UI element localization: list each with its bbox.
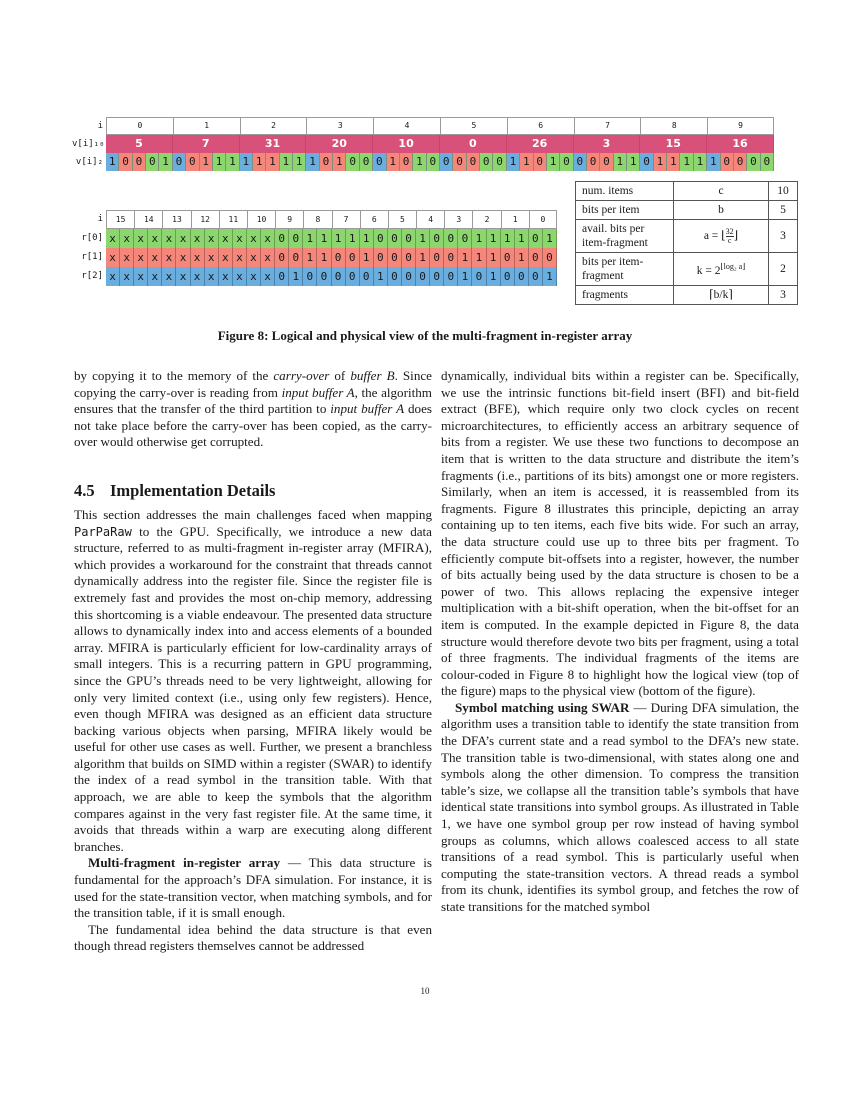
- param-name: fragments: [576, 286, 674, 305]
- text-run: by copying it to the memory of the: [74, 368, 274, 383]
- register-bit-cell: x: [261, 248, 275, 267]
- register-bit-cell: 0: [444, 248, 458, 267]
- binary-row-label: v[i]₂: [75, 157, 103, 167]
- register-bit-cell: x: [148, 229, 162, 248]
- bit-cell: 1: [614, 153, 627, 171]
- register-index-cell: 3: [444, 210, 472, 229]
- register-bit-cell: 0: [346, 267, 360, 286]
- param-name: avail. bits per item-fragment: [576, 220, 674, 253]
- register-bit-cell: 1: [487, 229, 501, 248]
- register-bit-cell: 0: [275, 267, 289, 286]
- index-row-label: i: [97, 121, 103, 131]
- fraction-numerator: 32: [725, 226, 734, 236]
- register-bit-cell: x: [106, 248, 120, 267]
- register-bit-cell: 1: [515, 229, 529, 248]
- bit-cell: 1: [253, 153, 266, 171]
- bit-cell: 1: [680, 153, 693, 171]
- register-index-label: i: [97, 214, 103, 224]
- bit-cell: 1: [293, 153, 306, 171]
- fraction-denominator: c: [727, 235, 732, 245]
- param-symbol: [674, 253, 769, 286]
- item-value-cell: 0: [440, 135, 507, 153]
- item-value-cell: 7: [173, 135, 240, 153]
- register-bit-cell: x: [205, 229, 219, 248]
- register-bit-cell: x: [148, 267, 162, 286]
- register-row: [72, 229, 557, 248]
- figure-caption: Figure 8: Logical and physical view of the multi-fragment in-register array: [217, 328, 633, 343]
- register-bit-cell: x: [134, 248, 148, 267]
- register-bit-cell: 0: [289, 248, 303, 267]
- decimal-value-cells: [106, 135, 774, 153]
- table-row: [576, 201, 798, 220]
- register-bit-cell: 1: [332, 229, 346, 248]
- register-bit-cell: 0: [402, 229, 416, 248]
- param-symbol: [674, 220, 769, 253]
- emphasis: input buffer A: [330, 401, 405, 417]
- register-bit-cell: 1: [317, 248, 331, 267]
- param-name: bits per item: [576, 201, 674, 220]
- register-bit-cell: x: [191, 248, 205, 267]
- register-bit-cell: 1: [472, 229, 486, 248]
- item-value-cell: 15: [640, 135, 707, 153]
- page-number: 10: [420, 986, 430, 996]
- register-bit-cell: 0: [416, 267, 430, 286]
- item-index-cell: 0: [106, 117, 173, 135]
- register-bit-cell: 0: [529, 267, 543, 286]
- bit-cell: 1: [333, 153, 346, 171]
- register-bit-cell: 0: [430, 229, 444, 248]
- register-index-cell: 6: [360, 210, 388, 229]
- param-value: 5: [769, 201, 798, 220]
- run-in-heading: Multi-fragment in-register array: [88, 855, 281, 871]
- register-bit-cell: 1: [303, 248, 317, 267]
- bit-cell: 0: [574, 153, 587, 171]
- register-index-row: [72, 210, 557, 229]
- bit-cell: 1: [240, 153, 253, 171]
- register-bit-cells: [106, 267, 557, 286]
- register-bit-cell: x: [191, 229, 205, 248]
- text-run: does not take place before the carry-over has been copied, as the carry-over would otherwise get corrupted.: [74, 401, 432, 450]
- section-title: Implementation Details: [110, 480, 276, 500]
- section-heading: [74, 481, 432, 501]
- register-bit-cell: 1: [289, 267, 303, 286]
- register-bit-cell: x: [120, 229, 134, 248]
- bit-cell: 0: [721, 153, 734, 171]
- bit-cell: 0: [320, 153, 333, 171]
- register-bit-cell: 1: [472, 248, 486, 267]
- register-bit-cell: 0: [303, 267, 317, 286]
- binary-bit-cells: [106, 153, 774, 171]
- bit-cell: 1: [694, 153, 707, 171]
- register-bit-cell: 0: [430, 267, 444, 286]
- bit-cell: 1: [654, 153, 667, 171]
- bit-cell: 1: [280, 153, 293, 171]
- bit-cell: 0: [453, 153, 466, 171]
- register-bit-cell: 1: [416, 229, 430, 248]
- paragraph: [74, 368, 432, 451]
- bit-cell: 1: [387, 153, 400, 171]
- param-value: 3: [769, 286, 798, 305]
- register-bit-cell: 1: [360, 229, 374, 248]
- paragraph: [441, 700, 799, 916]
- register-bit-cell: 0: [317, 267, 331, 286]
- item-value-cell: 31: [240, 135, 307, 153]
- param-symbol: b: [674, 201, 769, 220]
- register-bit-cell: 1: [487, 267, 501, 286]
- register-bit-cell: x: [176, 267, 190, 286]
- bit-cell: 0: [493, 153, 506, 171]
- table-row: [576, 286, 798, 305]
- register-bit-cell: 1: [303, 229, 317, 248]
- register-bit-cell: x: [134, 229, 148, 248]
- register-bit-cell: x: [247, 229, 261, 248]
- register-bit-cell: x: [261, 267, 275, 286]
- text-run: of: [329, 368, 351, 383]
- register-index-cell: 0: [529, 210, 557, 229]
- register-bit-cell: x: [247, 248, 261, 267]
- bit-cell: 0: [734, 153, 747, 171]
- register-bit-cell: 0: [388, 248, 402, 267]
- register-bit-cell: 0: [275, 248, 289, 267]
- register-index-cell: 14: [134, 210, 162, 229]
- bit-cell: 0: [427, 153, 440, 171]
- register-bit-cell: 1: [416, 248, 430, 267]
- register-index-cell: 2: [472, 210, 500, 229]
- bit-cell: 1: [507, 153, 520, 171]
- bit-cell: 0: [119, 153, 132, 171]
- formula-prefix: k = 2: [696, 264, 721, 277]
- register-row: [72, 267, 557, 286]
- parameters-table: [575, 181, 798, 305]
- table-row: [576, 182, 798, 201]
- register-bit-cell: x: [219, 229, 233, 248]
- bit-cell: 0: [560, 153, 573, 171]
- register-bit-cell: 0: [444, 267, 458, 286]
- register-bit-cell: 0: [289, 229, 303, 248]
- register-bit-cell: x: [233, 229, 247, 248]
- bit-cell: 0: [346, 153, 359, 171]
- register-bit-cell: 0: [360, 267, 374, 286]
- register-bit-cell: 0: [430, 248, 444, 267]
- paragraph: [74, 507, 432, 855]
- item-value-cell: 26: [507, 135, 574, 153]
- bit-cell: 0: [480, 153, 493, 171]
- item-value-cell: 3: [574, 135, 641, 153]
- figure-logical-view: [72, 117, 774, 171]
- bit-cell: 0: [761, 153, 774, 171]
- register-index-cell: 1: [501, 210, 529, 229]
- item-index-cell: 4: [373, 117, 440, 135]
- text-run: , the algorithm ensures that the transfer of the third partition to: [74, 384, 432, 417]
- register-bit-cell: x: [205, 248, 219, 267]
- register-bit-cell: 0: [472, 267, 486, 286]
- register-bit-cell: x: [106, 267, 120, 286]
- bit-cell: 1: [667, 153, 680, 171]
- register-bit-cell: 1: [374, 267, 388, 286]
- item-index-cell: 8: [640, 117, 707, 135]
- section-number: 4.5: [74, 480, 95, 500]
- register-bit-cell: x: [233, 267, 247, 286]
- text-run: . Since copying the carry-over is reading from: [74, 368, 432, 400]
- text-run: — During DFA simulation, the algorithm uses a transition table to identify the state transition from the DFA’s current state and a read symbol to the DFA’s new state. The transition table is two-dimensional, with states along one and symbols along the other dimension. To compress the transition table’s size, we collapse all the transition table’s symbols that have identical state transitions into symbol groups. As illustrated in Table 1, we have one symbol group per row instead of having symbol groups as columns, which allows coalesced access to all state transitions of a read symbol. This is particularly useful when computing the state-transition vectors. A thread reads a symbol from its chunk, identifies its symbol group, and fetches the row of state transitions for the matched symbol: [441, 699, 799, 914]
- register-bit-cell: x: [120, 267, 134, 286]
- emphasis: carry-over: [273, 368, 330, 383]
- formula-suffix: ⌋: [733, 229, 739, 242]
- register-bit-cell: 0: [543, 248, 557, 267]
- item-index-cell: 5: [440, 117, 507, 135]
- register-bit-cell: 1: [346, 229, 360, 248]
- param-value: 3: [769, 220, 798, 253]
- bit-cell: 0: [133, 153, 146, 171]
- register-row: [72, 248, 557, 267]
- register-bit-cell: 0: [346, 248, 360, 267]
- register-bit-cell: 1: [317, 229, 331, 248]
- param-name: num. items: [576, 182, 674, 201]
- register-index-cell: 4: [416, 210, 444, 229]
- item-index-cell: 6: [507, 117, 574, 135]
- param-value: 10: [769, 182, 798, 201]
- emphasis: buffer B: [350, 368, 395, 383]
- emphasis: input buffer A: [281, 384, 355, 400]
- item-value-cell: 16: [707, 135, 774, 153]
- register-index-cell: 11: [219, 210, 247, 229]
- register-bit-cell: 0: [332, 248, 346, 267]
- bit-cell: 0: [440, 153, 453, 171]
- register-bit-cell: 0: [501, 267, 515, 286]
- bit-cell: 1: [200, 153, 213, 171]
- bit-cell: 1: [627, 153, 640, 171]
- register-index-cell: 8: [303, 210, 331, 229]
- register-index-cell: 7: [332, 210, 360, 229]
- item-value-cell: 20: [306, 135, 373, 153]
- register-index-cell: 5: [388, 210, 416, 229]
- register-bit-cell: 1: [543, 267, 557, 286]
- register-index-cell: 10: [247, 210, 275, 229]
- decimal-value-row: [72, 135, 774, 153]
- bit-cell: 1: [266, 153, 279, 171]
- binary-value-row: [72, 153, 774, 171]
- register-bit-cell: x: [219, 267, 233, 286]
- register-bit-cell: 1: [543, 229, 557, 248]
- register-index-cell: 13: [162, 210, 190, 229]
- register-bit-cell: 0: [388, 267, 402, 286]
- register-label: r[0]: [81, 233, 103, 243]
- register-bit-cell: 0: [332, 267, 346, 286]
- register-bit-cell: 1: [458, 267, 472, 286]
- bit-cell: 0: [534, 153, 547, 171]
- register-bit-cell: x: [191, 267, 205, 286]
- bit-cell: 1: [547, 153, 560, 171]
- register-rows: [72, 229, 557, 286]
- register-index-cell: 12: [191, 210, 219, 229]
- register-bit-cell: 0: [501, 248, 515, 267]
- register-label: r[1]: [81, 252, 103, 262]
- paragraph: dynamically, individual bits within a register can be. Specifically, we use the intrinsic functions bit-field insert (BFI) and bit-field extract (BFE), which require only two clock cycles on recent microarchitectures, to efficiently access an arbitrary sequence of bits from a register. We use these two functions to decompose an item that is written to the data structure and distribute the item’s fragments (i.e., partitions of its bits) amongst one or more registers. Similarly, when an item is accessed, it is reassembled from its fragments. Figure 8 illustrates this principle, depicting an array containing up to ten items, each five bits wide. For such an array, the data structure could use up to three bits per fragment. To efficiently compute bit-offsets into a register, however, the number of bits actually being used by the data structure is chosen to be a power of two. This allows replacing the expensive integer multiplication with a bit-shift operation, when the bit-offset for an item is computed. In the example depicted in Figure 8, the data structure would therefore devote two bits per fragment, using a total of three fragments. The individual fragments of the items are colour-coded in Figure 8 to highlight how the logical view (top of the figure) maps to the physical view (bottom of the figure).: [441, 368, 799, 699]
- table-row: [576, 253, 798, 286]
- bit-cell: 1: [106, 153, 119, 171]
- index-row: [72, 117, 774, 135]
- register-bit-cell: x: [162, 248, 176, 267]
- register-bit-cell: 0: [374, 248, 388, 267]
- register-index-cell: 15: [106, 210, 134, 229]
- register-bit-cell: x: [148, 248, 162, 267]
- bit-cell: 1: [226, 153, 239, 171]
- text-run: to the GPU. Specifically, we introduce a new data structure, referred to as multi-fragment in-register array (MFIRA), which provides a workaround for the constraint that threads cannot dynamically address into the register file. Since the register file is extremely fast and provides the most on-chip memory, addressing this shortcoming is a viable endeavour. The presented data structure allows to dynamically index into and access elements of a bounded array. MFIRA is particularly efficient for low-cardinality arrays of small integers. This is a recurring pattern in GPU programming, since the GPU’s threads need to be very lightweight, allowing for only very limited context (i.e., using only few registers). Hence, even though MFIRA was designed as an efficient data structure backing various objects when parsing, MFIRA likely would be useful for other use cases as well. Further, we present a branchless algorithm that builds on SIMD within a register (SWAR) to identify the index of a read symbol in the transition table. With that approach, we are able to keep the symbols that the algorithm compares against in the very fast register file. At the same time, it avoids that threads within a warp are executing along different branches.: [74, 523, 432, 854]
- fraction: [726, 228, 734, 245]
- bit-cell: 0: [360, 153, 373, 171]
- bit-cell: 1: [520, 153, 533, 171]
- code-name: ParPaRaw: [74, 524, 132, 539]
- register-bit-cell: 1: [501, 229, 515, 248]
- register-bit-cell: x: [247, 267, 261, 286]
- register-label: r[2]: [81, 271, 103, 281]
- register-index-cells: [106, 210, 557, 229]
- bit-cell: 0: [587, 153, 600, 171]
- register-bit-cell: 0: [458, 229, 472, 248]
- register-bit-cells: [106, 248, 557, 267]
- paragraph: [74, 855, 432, 921]
- register-bit-cell: 0: [388, 229, 402, 248]
- figure-physical-view: [72, 210, 557, 286]
- item-index-cell: 1: [173, 117, 240, 135]
- formula-exponent: ⌊log₂ a⌋: [720, 262, 746, 272]
- bit-cell: 0: [400, 153, 413, 171]
- bit-cell: 0: [146, 153, 159, 171]
- formula-prefix: a = ⌊: [703, 229, 726, 242]
- register-bit-cell: 0: [402, 248, 416, 267]
- param-symbol: ⌈b/k⌉: [674, 286, 769, 305]
- register-index-cell: 9: [275, 210, 303, 229]
- register-bit-cell: x: [162, 229, 176, 248]
- param-name: bits per item-fragment: [576, 253, 674, 286]
- register-bit-cell: 0: [374, 229, 388, 248]
- register-bit-cell: x: [219, 248, 233, 267]
- register-bit-cell: 0: [402, 267, 416, 286]
- register-bit-cell: 0: [515, 267, 529, 286]
- bit-cell: 1: [707, 153, 720, 171]
- item-index-cell: 2: [240, 117, 307, 135]
- bit-cell: 0: [173, 153, 186, 171]
- bit-cell: 1: [413, 153, 426, 171]
- register-bit-cell: x: [106, 229, 120, 248]
- register-bit-cell: x: [120, 248, 134, 267]
- register-bit-cell: x: [176, 248, 190, 267]
- register-bit-cells: [106, 229, 557, 248]
- text-run: — This data structure is fundamental for the approach’s DFA simulation. For instance, it is used for the state-transition vector, when matching symbols, and for the transition table, if it is small enough.: [74, 855, 432, 921]
- register-bit-cell: x: [134, 267, 148, 286]
- bit-cell: 1: [306, 153, 319, 171]
- register-bit-cell: x: [162, 267, 176, 286]
- bit-cell: 0: [186, 153, 199, 171]
- right-column: [441, 368, 799, 916]
- bit-cell: 0: [600, 153, 613, 171]
- paragraph: The fundamental idea behind the data structure is that even though thread registers themselves cannot be addressed: [74, 921, 432, 954]
- item-value-cell: 5: [106, 135, 173, 153]
- item-index-cell: 7: [574, 117, 641, 135]
- bit-cell: 1: [159, 153, 172, 171]
- register-bit-cell: 1: [515, 248, 529, 267]
- item-index-cell: 9: [707, 117, 774, 135]
- item-index-cell: 3: [306, 117, 373, 135]
- bit-cell: 0: [747, 153, 760, 171]
- table-row: [576, 220, 798, 253]
- item-value-cell: 10: [373, 135, 440, 153]
- register-bit-cell: x: [176, 229, 190, 248]
- register-bit-cell: x: [261, 229, 275, 248]
- register-bit-cell: 1: [360, 248, 374, 267]
- register-bit-cell: 0: [529, 229, 543, 248]
- register-bit-cell: x: [205, 267, 219, 286]
- bit-cell: 0: [373, 153, 386, 171]
- register-bit-cell: x: [233, 248, 247, 267]
- register-bit-cell: 1: [487, 248, 501, 267]
- index-cells: [106, 117, 774, 135]
- text-run: This section addresses the main challenges faced when mapping: [74, 506, 432, 522]
- left-column: [74, 368, 432, 955]
- run-in-heading: Symbol matching using SWAR: [455, 699, 630, 715]
- param-value: 2: [769, 253, 798, 286]
- register-bit-cell: 1: [458, 248, 472, 267]
- register-bit-cell: 0: [444, 229, 458, 248]
- register-bit-cell: 0: [529, 248, 543, 267]
- register-bit-cell: 0: [275, 229, 289, 248]
- param-symbol: c: [674, 182, 769, 201]
- decimal-row-label: v[i]₁₀: [72, 139, 105, 149]
- bit-cell: 0: [467, 153, 480, 171]
- bit-cell: 1: [213, 153, 226, 171]
- bit-cell: 0: [640, 153, 653, 171]
